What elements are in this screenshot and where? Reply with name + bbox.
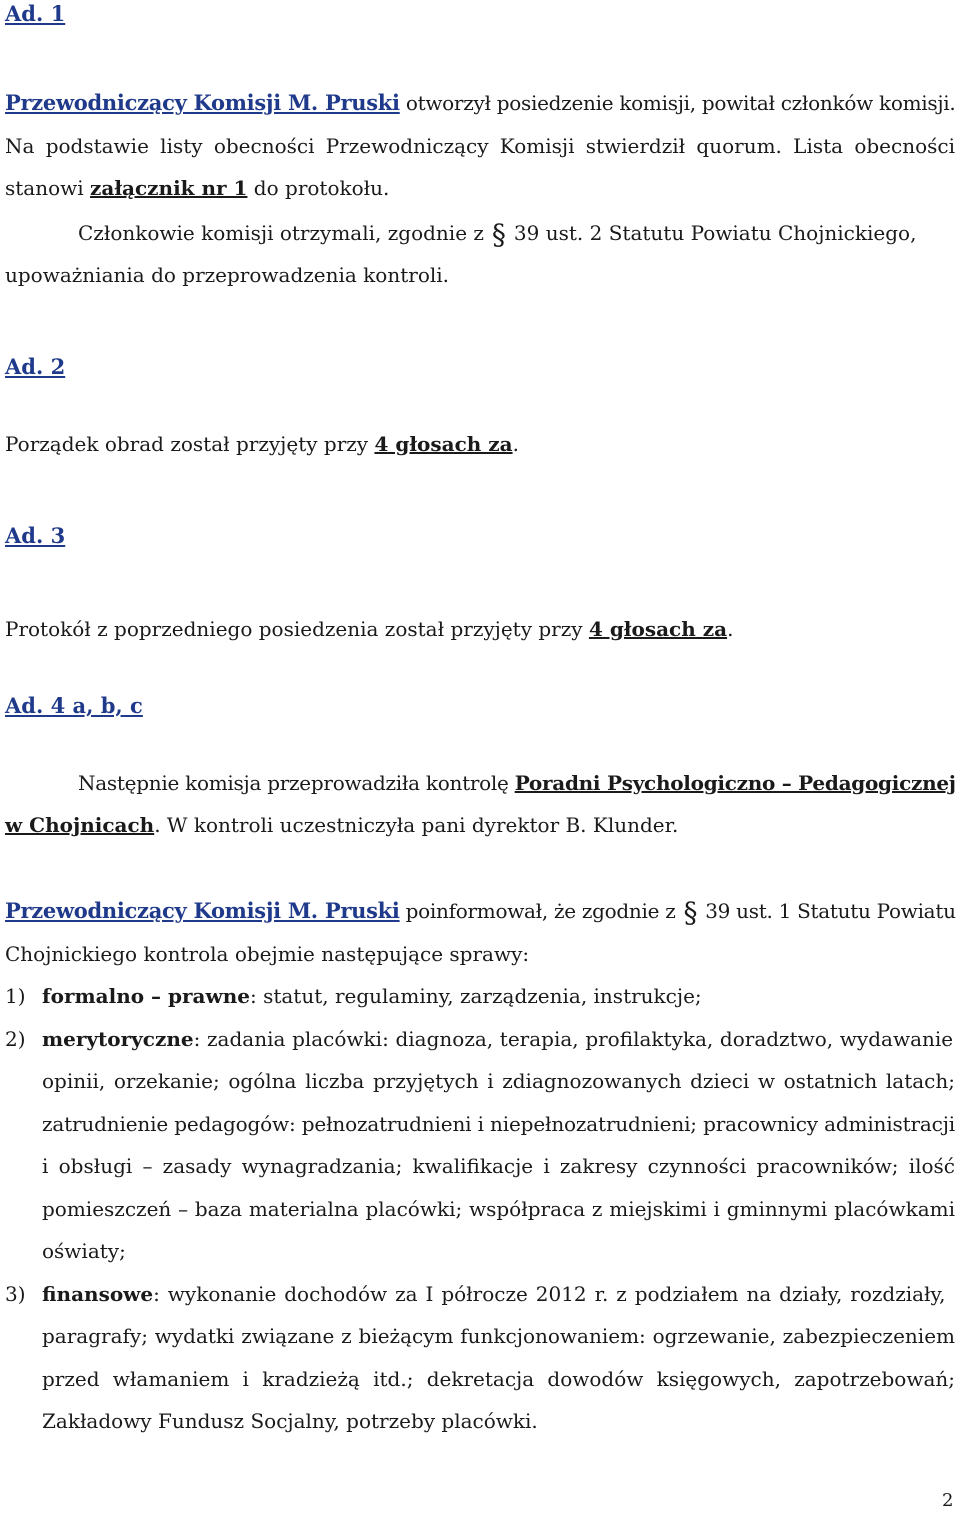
vote-count: 4 głosach za (588, 617, 728, 641)
vote-count: 4 głosach za (374, 432, 513, 456)
paragraph-opening-line3: stanowi załącznik nr 1 do protokołu. (5, 176, 390, 200)
opening-text: otworzył posiedzenie komisji, powitał członków komisji. (399, 91, 956, 115)
list-item-3-line3: przed włamaniem i kradzieżą itd.; dekretacja dowodów księgowych, zapotrzebowań; (42, 1367, 955, 1391)
paragraph-control-line2: w Chojnicach. W kontroli uczestniczyła pani dyrektor B. Klunder. (5, 813, 679, 837)
section-sign: § (491, 218, 506, 251)
section-heading-ad3: Ad. 3 (5, 523, 66, 548)
list-number-2: 2) (5, 1027, 26, 1051)
section-heading-ad1: Ad. 1 (5, 1, 66, 26)
paragraph-opening-line2: Na podstawie listy obecności Przewodniczący Komisji stwierdził quorum. Lista obecności (5, 134, 955, 158)
institution-name: Poradni Psychologiczno – Pedagogicznej (514, 771, 956, 795)
list-item-2-line3: zatrudnienie pedagogów: pełnozatrudnieni i niepełnozatrudnieni; pracownicy administracji (42, 1112, 955, 1136)
paragraph-agenda: Porządek obrad został przyjęty przy 4 głosach za. (5, 432, 519, 456)
list-item-1-title: formalno – prawne (42, 984, 250, 1008)
paragraph-scope-line1: Przewodniczący Komisji M. Pruski poinformował, że zgodnie z § 39 ust. 1 Statutu Powiatu (5, 896, 956, 929)
chair-name: Przewodniczący Komisji M. Pruski (5, 90, 400, 115)
paragraph-control-line1: Następnie komisja przeprowadziła kontrolę Poradni Psychologiczno – Pedagogicznej (78, 771, 956, 795)
paragraph-scope-line2: Chojnickiego kontrola obejmie następujące sprawy: (5, 942, 530, 966)
list-item-3-line2: paragrafy; wydatki związane z bieżącym funkcjonowaniem: ogrzewanie, zabezpieczeniem (42, 1324, 955, 1348)
attachment-reference: załącznik nr 1 (90, 176, 248, 200)
paragraph-minutes: Protokół z poprzedniego posiedzenia został przyjęty przy 4 głosach za. (5, 617, 734, 641)
list-item-3-line4: Zakładowy Fundusz Socjalny, potrzeby placówki. (42, 1409, 538, 1433)
paragraph-authorization-line2: upoważniania do przeprowadzenia kontroli. (5, 263, 450, 287)
chair-name: Przewodniczący Komisji M. Pruski (5, 898, 400, 923)
list-number-1: 1) (5, 984, 26, 1008)
list-item-2-title: merytoryczne (42, 1027, 194, 1051)
list-item-3-title: finansowe (42, 1282, 154, 1306)
list-item-2-line2: opinii, orzekanie; ogólna liczba przyjętych i zdiagnozowanych dzieci w ostatnich latach; (42, 1069, 955, 1093)
list-item-2-line4: i obsługi – zasady wynagradzania; kwalifikacje i zakresy czynności pracowników; ilość (42, 1154, 955, 1178)
list-item-3-line1: finansowe: wykonanie dochodów za I półrocze 2012 r. z podziałem na działy, rozdziały, (42, 1282, 946, 1306)
paragraph-authorization-line1: Członkowie komisji otrzymali, zgodnie z § 39 ust. 2 Statutu Powiatu Chojnickiego, (78, 218, 917, 251)
list-item-2-line6: oświaty; (42, 1239, 126, 1263)
section-heading-ad4: Ad. 4 a, b, c (5, 693, 143, 718)
list-item-2-line1: merytoryczne: zadania placówki: diagnoza, terapia, profilaktyka, doradztwo, wydawanie (42, 1027, 954, 1051)
section-sign: § (683, 896, 698, 929)
page-number: 2 (942, 1490, 954, 1511)
list-item-2-line5: pomieszczeń – baza materialna placówki; współpraca z miejskimi i gminnymi placówkami (42, 1197, 955, 1221)
paragraph-opening-line1 (5, 82, 955, 124)
list-number-3: 3) (5, 1282, 26, 1306)
institution-location: w Chojnicach (5, 813, 155, 837)
section-heading-ad2: Ad. 2 (5, 354, 66, 379)
list-item-1: formalno – prawne: statut, regulaminy, zarządzenia, instrukcje; (42, 984, 702, 1008)
